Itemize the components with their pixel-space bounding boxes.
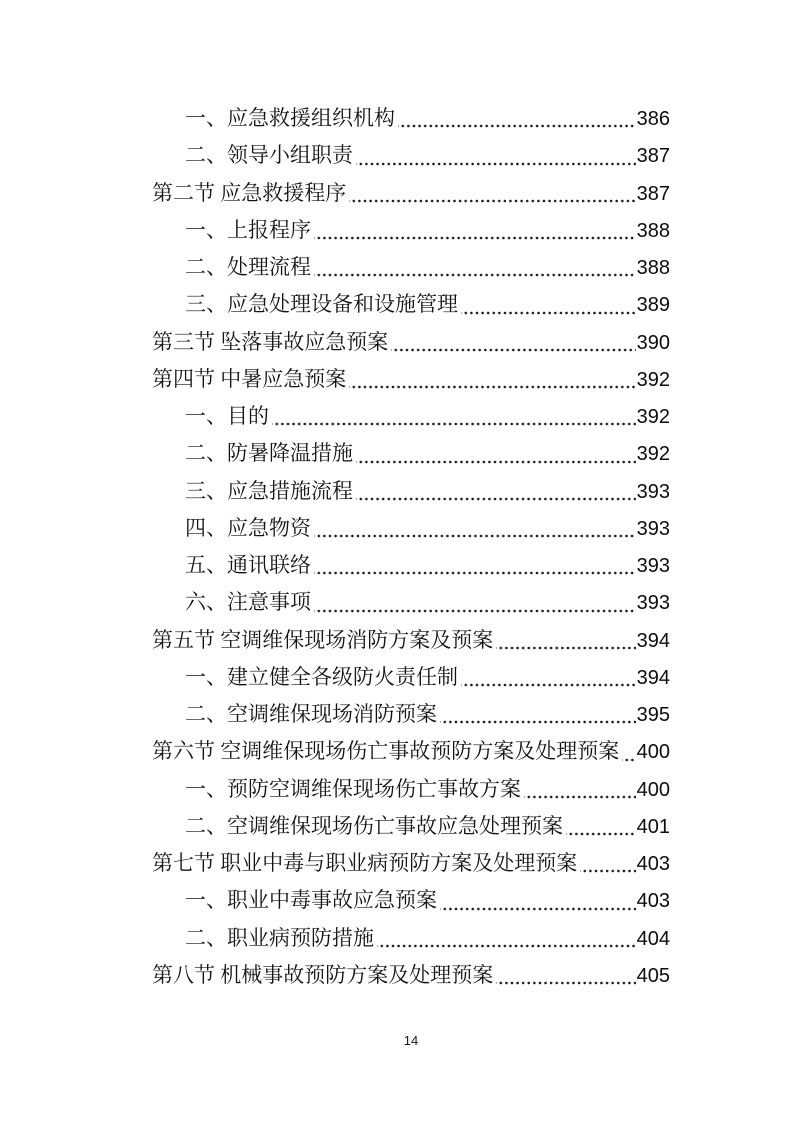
toc-entry-23[interactable] xyxy=(152,922,670,959)
toc-entry-label: 三、应急措施流程 xyxy=(185,478,353,503)
toc-entry-page-number: 403 xyxy=(636,890,670,913)
toc-entry-label: 一、预防空调维保现场伤亡事故方案 xyxy=(185,776,521,801)
toc-entry-page-number: 393 xyxy=(636,592,670,615)
toc-entry-label: 第二节 应急救援程序 xyxy=(152,180,347,205)
toc-entry-page-number: 394 xyxy=(636,666,670,689)
toc-entry-page-number: 392 xyxy=(636,368,670,391)
toc-entry-12[interactable] xyxy=(152,512,670,549)
toc-entry-4[interactable] xyxy=(152,214,670,251)
dot-leader xyxy=(314,549,636,586)
toc-entry-page-number: 405 xyxy=(636,964,670,987)
dot-leader xyxy=(580,847,635,884)
toc-entry-22[interactable] xyxy=(152,884,670,921)
toc-entry-page-number: 386 xyxy=(636,108,670,130)
toc-entry-9[interactable] xyxy=(152,400,670,437)
dot-leader xyxy=(622,735,635,772)
toc-entry-page-number: 403 xyxy=(636,853,670,875)
dot-leader xyxy=(440,884,636,921)
toc-entry-page-number: 393 xyxy=(636,480,670,503)
toc-entry-21[interactable] xyxy=(152,847,670,884)
dot-leader xyxy=(461,288,636,325)
toc-entry-label: 二、空调维保现场伤亡事故应急处理预案 xyxy=(185,813,563,838)
dot-leader xyxy=(496,959,635,996)
dot-leader xyxy=(356,475,636,512)
toc-entry-label: 第七节 职业中毒与职业病预防方案及处理预案 xyxy=(152,851,578,875)
toc-entry-label: 第八节 机械事故预防方案及处理预案 xyxy=(152,962,494,987)
dot-leader xyxy=(496,624,635,661)
toc-entry-11[interactable] xyxy=(152,475,670,512)
toc-entry-15[interactable] xyxy=(152,624,670,661)
dot-leader xyxy=(377,922,636,959)
toc-entry-label: 二、领导小组职责 xyxy=(185,143,353,168)
toc-entry-page-number: 393 xyxy=(636,517,670,540)
dot-leader xyxy=(391,326,635,363)
dot-leader xyxy=(349,177,635,214)
toc-list xyxy=(152,102,670,996)
dot-leader xyxy=(356,437,636,474)
dot-leader xyxy=(356,139,636,176)
dot-leader xyxy=(349,363,635,400)
toc-entry-page-number: 401 xyxy=(636,815,670,838)
toc-entry-page-number: 392 xyxy=(636,406,670,428)
dot-leader xyxy=(314,586,636,623)
toc-entry-7[interactable] xyxy=(152,326,670,363)
toc-entry-5[interactable] xyxy=(152,251,670,288)
toc-entry-label: 二、职业病预防措施 xyxy=(185,925,374,950)
toc-entry-label: 第四节 中暑应急预案 xyxy=(152,366,347,391)
toc-entry-label: 一、建立健全各级防火责任制 xyxy=(185,664,458,689)
toc-entry-label: 二、空调维保现场消防预案 xyxy=(185,702,437,726)
toc-entry-label: 六、注意事项 xyxy=(185,590,311,615)
toc-entry-label: 一、应急救援组织机构 xyxy=(185,106,395,130)
toc-entry-page-number: 393 xyxy=(636,555,670,577)
dot-leader xyxy=(314,214,636,251)
toc-entry-16[interactable] xyxy=(152,661,670,698)
toc-entry-label: 第六节 空调维保现场伤亡事故预防方案及处理预案 xyxy=(152,739,620,764)
toc-entry-label: 第五节 空调维保现场消防方案及预案 xyxy=(152,627,494,652)
dot-leader xyxy=(461,661,636,698)
page-footer xyxy=(152,1033,670,1048)
toc-entry-page-number: 387 xyxy=(636,145,670,168)
dot-leader xyxy=(272,400,636,437)
dot-leader xyxy=(440,698,636,735)
footer-page-number: 14 xyxy=(403,1033,419,1048)
toc-entry-10[interactable] xyxy=(152,437,670,474)
toc-entry-label: 二、防暑降温措施 xyxy=(185,441,353,466)
toc-entry-3[interactable] xyxy=(152,177,670,214)
dot-leader xyxy=(398,102,636,139)
toc-entry-page-number: 390 xyxy=(636,331,670,354)
toc-entry-label: 五、通讯联络 xyxy=(185,553,311,577)
toc-entry-1[interactable] xyxy=(152,102,670,139)
toc-entry-page-number: 387 xyxy=(636,182,670,205)
toc-entry-label: 一、上报程序 xyxy=(185,217,311,242)
toc-entry-label: 四、应急物资 xyxy=(185,515,311,540)
toc-entry-page-number: 404 xyxy=(636,927,670,950)
toc-entry-page-number: 392 xyxy=(636,443,670,466)
toc-entry-14[interactable] xyxy=(152,586,670,623)
toc-entry-page-number: 394 xyxy=(636,629,670,652)
dot-leader xyxy=(524,773,636,810)
toc-entry-page-number: 389 xyxy=(636,294,670,317)
toc-entry-label: 二、处理流程 xyxy=(185,255,311,279)
toc-entry-18[interactable] xyxy=(152,735,670,772)
toc-entry-label: 一、目的 xyxy=(185,404,269,428)
toc-entry-8[interactable] xyxy=(152,363,670,400)
toc-entry-page-number: 388 xyxy=(636,219,670,242)
toc-entry-page-number: 388 xyxy=(636,257,670,279)
toc-entry-page-number: 395 xyxy=(636,704,670,726)
dot-leader xyxy=(566,810,636,847)
toc-entry-24[interactable] xyxy=(152,959,670,996)
toc-entry-17[interactable] xyxy=(152,698,670,735)
toc-entry-19[interactable] xyxy=(152,773,670,810)
toc-entry-label: 三、应急处理设备和设施管理 xyxy=(185,292,458,317)
toc-entry-20[interactable] xyxy=(152,810,670,847)
dot-leader xyxy=(314,512,636,549)
toc-entry-label: 一、职业中毒事故应急预案 xyxy=(185,888,437,913)
toc-entry-6[interactable] xyxy=(152,288,670,325)
toc-entry-label: 第三节 坠落事故应急预案 xyxy=(152,329,389,354)
dot-leader xyxy=(314,251,636,288)
toc-entry-page-number: 400 xyxy=(636,778,670,801)
toc-entry-2[interactable] xyxy=(152,139,670,176)
toc-entry-13[interactable] xyxy=(152,549,670,586)
toc-entry-page-number: 400 xyxy=(636,741,670,764)
